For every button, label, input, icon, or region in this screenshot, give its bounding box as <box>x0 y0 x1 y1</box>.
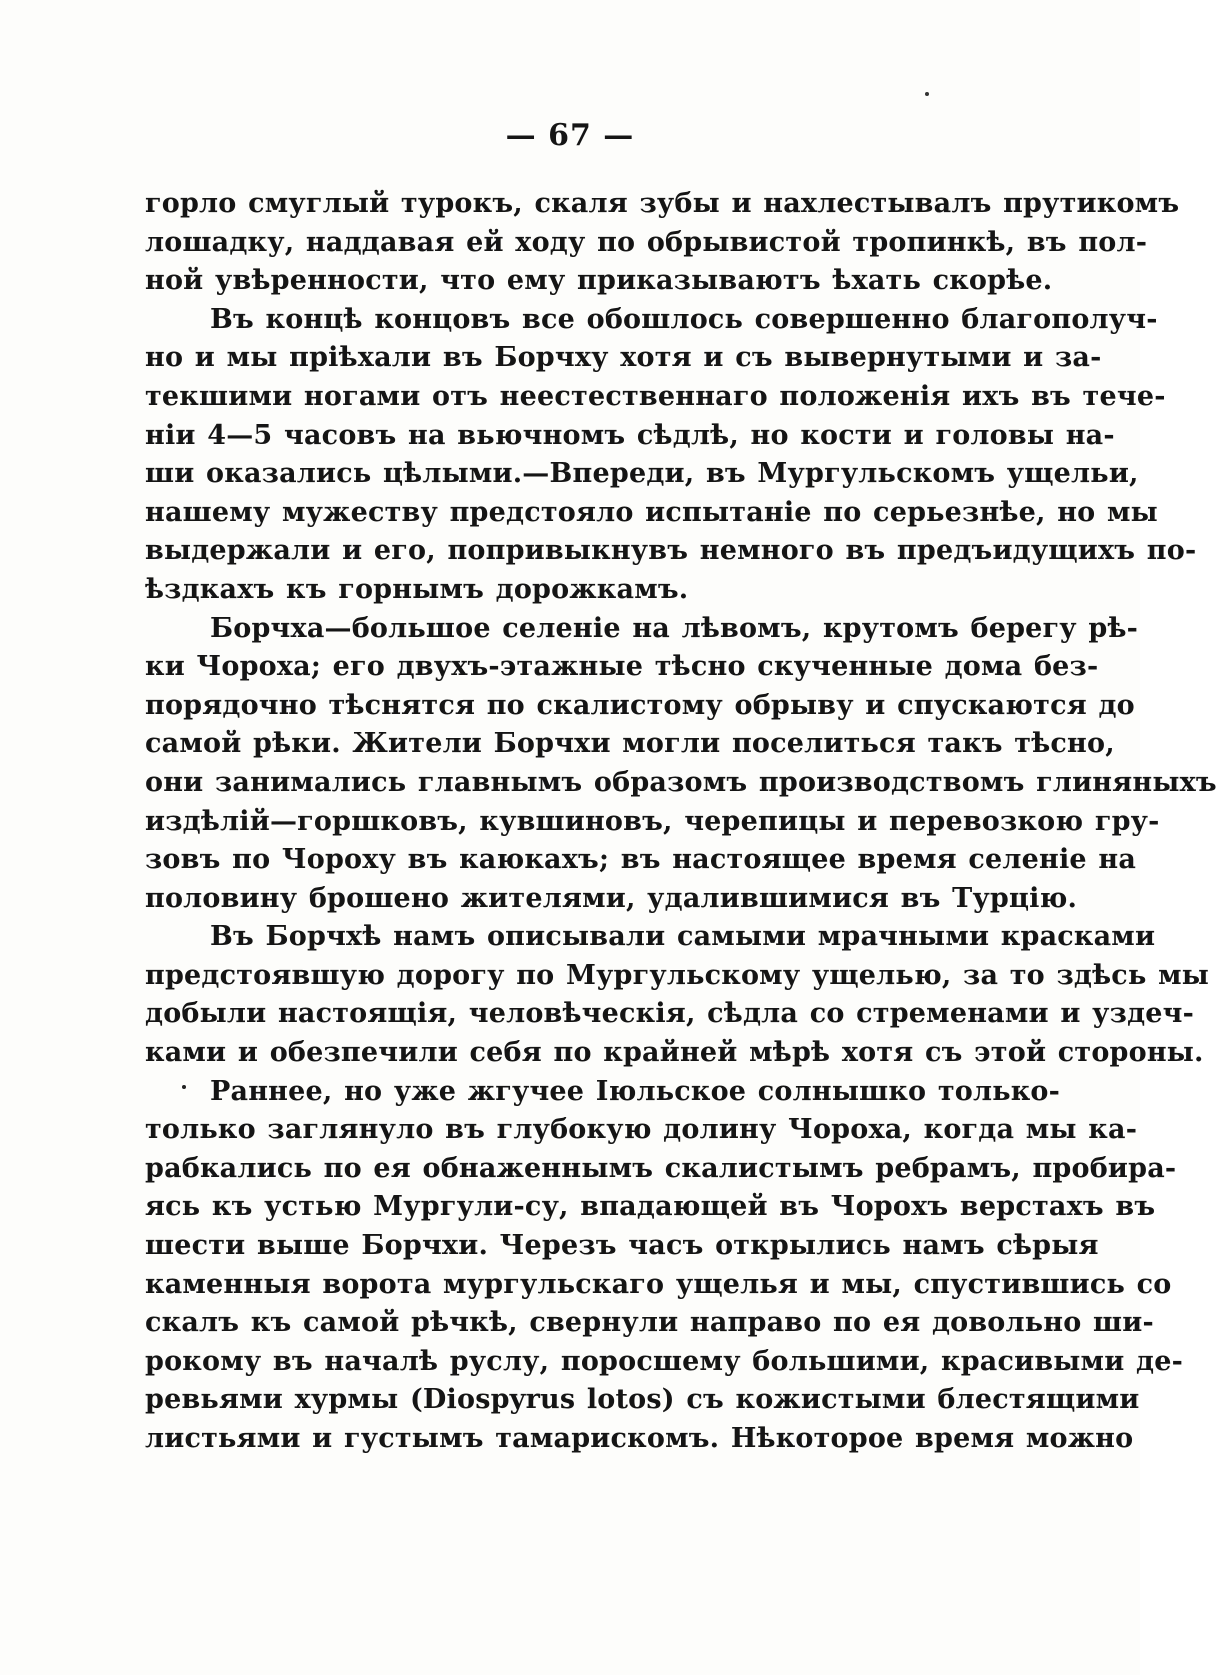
text-line: половину брошено жителями, удалившимися въ Турцію. <box>145 882 1078 914</box>
text-line: ревьями хурмы (Diospyrus lotos) съ кожистыми блестящими <box>145 1384 1140 1416</box>
text-line: ши оказались цѣлыми.—Впереди, въ Мургульскомъ ущельи, <box>145 458 1139 490</box>
text-line: лошадку, наддавая ей ходу по обрывистой тропинкѣ, въ пол- <box>145 226 1148 258</box>
text-line: рокому въ началѣ руслу, поросшему большими, красивыми де- <box>145 1345 1184 1377</box>
text-line: ясь къ устью Мургули-су, впадающей въ Чорохъ верстахъ въ <box>145 1191 1156 1223</box>
text-line: шести выше Борчхи. Черезъ часъ открылись намъ сѣрыя <box>145 1230 1099 1262</box>
text-line: ками и обезпечили себя по крайней мѣрѣ хотя съ этой стороны. <box>145 1037 1204 1069</box>
text-line: ѣздкахъ къ горнымъ дорожкамъ. <box>145 573 689 605</box>
text-line: зовъ по Чороху въ каюкахъ; въ настоящее время селеніе на <box>145 844 1137 876</box>
text-line: ной увѣренности, что ему приказываютъ ѣхать скорѣе. <box>145 265 1053 297</box>
text-line: горло смуглый турокъ, скаля зубы и нахлестывалъ прутикомъ <box>145 188 1180 219</box>
text-line: но и мы пріѣхали въ Борчху хотя и съ вывернутыми и за- <box>145 342 1102 374</box>
page-body-text <box>145 185 1217 1459</box>
paragraph-first-line: Борчха—большое селеніе на лѣвомъ, крутомъ берегу рѣ- <box>210 612 1139 644</box>
text-line: только заглянуло въ глубокую долину Чороха, когда мы ка- <box>145 1114 1138 1146</box>
text-line: порядочно тѣснятся по скалистому обрыву и спускаются до <box>145 689 1135 721</box>
page-number: — 67 — <box>505 118 635 153</box>
text-line: ніи 4—5 часовъ на вьючномъ сѣдлѣ, но кости и головы на- <box>145 419 1115 451</box>
paragraph-first-line: Въ Борчхѣ намъ описывали самыми мрачными красками <box>210 921 1156 953</box>
text-line: ки Чороха; его двухъ-этажные тѣсно скученные дома без- <box>145 651 1099 683</box>
text-line: предстоявшую дорогу по Мургульскому ущелью, за то здѣсь мы <box>145 959 1209 991</box>
text-line: каменныя ворота мургульскаго ущелья и мы, спустившись со <box>145 1268 1172 1300</box>
text-line: издѣлій—горшковъ, кувшиновъ, черепицы и перевозкою гру- <box>145 805 1160 837</box>
paragraph-first-line: Раннее, но уже жгучее Іюльское солнышко только- <box>145 1073 940 1112</box>
text-line: добыли настоящія, человѣческія, сѣдла со стременами и уздеч- <box>145 998 1195 1030</box>
ink-speck <box>925 92 929 96</box>
text-line: они занимались главнымъ образомъ производствомъ глиняныхъ <box>145 766 1217 798</box>
text-line: выдержали и его, попривыкнувъ немного въ предъидущихъ по- <box>145 535 1197 567</box>
text-line: текшими ногами отъ неестественнаго положенія ихъ въ тече- <box>145 380 1166 412</box>
text-line: рабкались по ея обнаженнымъ скалистымъ ребрамъ, пробира- <box>145 1152 1177 1184</box>
text-line: листьями и густымъ тамарискомъ. Нѣкоторое время можно <box>145 1423 1134 1454</box>
text-line: нашему мужеству предстояло испытаніе по серьезнѣе, но мы <box>145 496 1158 528</box>
paragraph-first-line: Въ концѣ концовъ все обошлось совершенно благополуч- <box>210 303 1158 335</box>
text-line: скалъ къ самой рѣчкѣ, свернули направо по ея довольно ши- <box>145 1307 1154 1339</box>
text-line: самой рѣки. Жители Борчхи могли поселиться такъ тѣсно, <box>145 728 1115 760</box>
